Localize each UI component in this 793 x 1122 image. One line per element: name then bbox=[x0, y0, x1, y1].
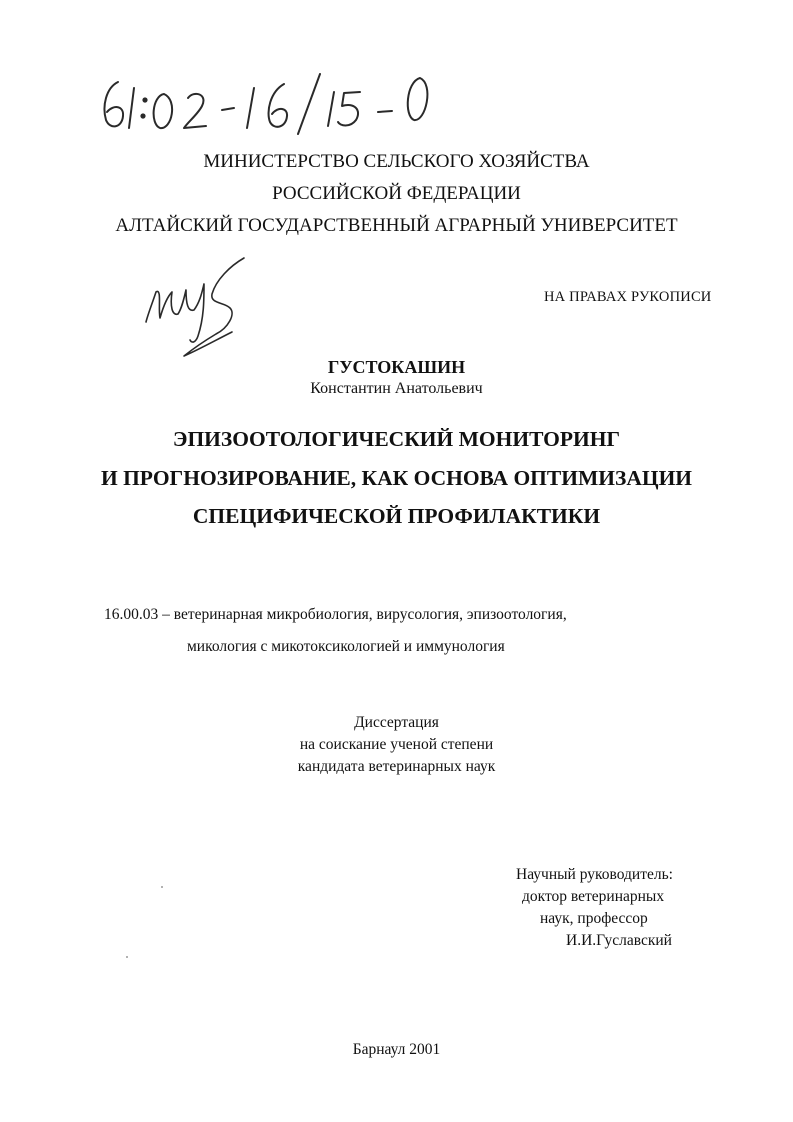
supervisor-title: наук, профессор bbox=[540, 910, 648, 927]
manuscript-rights-label: НА ПРАВАХ РУКОПИСИ bbox=[544, 289, 712, 305]
dissertation-title-line-1: ЭПИЗООТОЛОГИЧЕСКИЙ МОНИТОРИНГ bbox=[172, 427, 621, 451]
ministry-line-1: МИНИСТЕРСТВО СЕЛЬСКОГО ХОЗЯЙСТВА bbox=[203, 151, 590, 172]
author-surname: ГУСТОКАШИН bbox=[327, 357, 466, 377]
ministry-line-2: РОССИЙСКОЙ ФЕДЕРАЦИИ bbox=[272, 183, 521, 204]
scan-speck bbox=[126, 956, 128, 958]
degree-line-2: на соискание ученой степени bbox=[299, 736, 494, 753]
handwritten-archive-number bbox=[92, 66, 452, 136]
dissertation-title-line-2: И ПРОГНОЗИРОВАНИЕ, КАК ОСНОВА ОПТИМИЗАЦИИ bbox=[100, 466, 693, 490]
handwritten-signature bbox=[138, 252, 278, 362]
author-name: Константин Анатольевич bbox=[310, 380, 483, 397]
specialty-line-2: микология с микотоксикологией и иммунология bbox=[187, 638, 505, 655]
scan-speck bbox=[161, 886, 163, 888]
supervisor-degree: доктор ветеринарных bbox=[522, 888, 665, 905]
supervisor-name: И.И.Гуславский bbox=[566, 932, 672, 949]
degree-line-3: кандидата ветеринарных наук bbox=[297, 758, 496, 775]
ministry-line-3: АЛТАЙСКИЙ ГОСУДАРСТВЕННЫЙ АГРАРНЫЙ УНИВЕРСИТЕТ bbox=[115, 215, 678, 236]
specialty-line-1: 16.00.03 – ветеринарная микробиология, вирусология, эпизоотология, bbox=[104, 606, 567, 623]
degree-line-1: Диссертация bbox=[354, 714, 439, 731]
dissertation-title-line-3: СПЕЦИФИЧЕСКОЙ ПРОФИЛАКТИКИ bbox=[192, 504, 601, 528]
supervisor-label: Научный руководитель: bbox=[516, 866, 673, 883]
city-year: Барнаул 2001 bbox=[352, 1041, 441, 1058]
